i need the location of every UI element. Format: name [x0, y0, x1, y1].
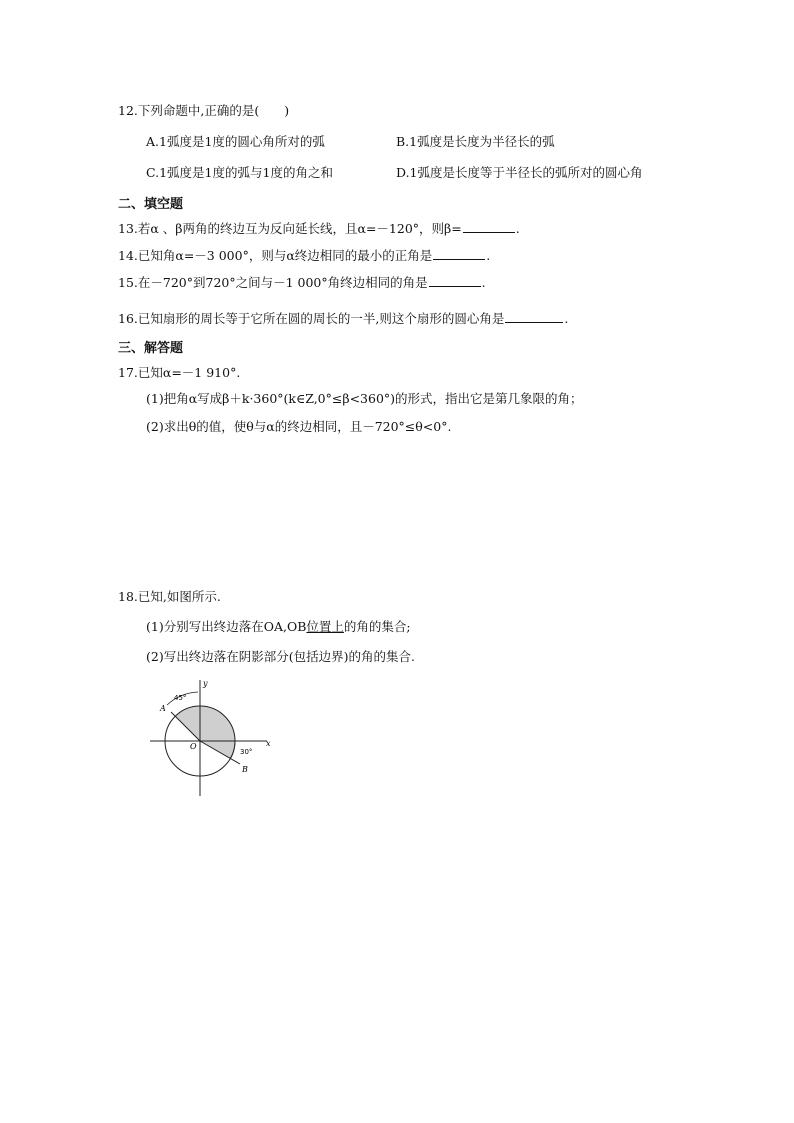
- q12-option-c: C.1弧度是1度的弧与1度的角之和: [146, 165, 333, 180]
- answer-blank: [429, 274, 481, 287]
- q12-option-a: A.1弧度是1度的圆心角所对的弧: [146, 134, 325, 149]
- label-b: B: [242, 765, 248, 774]
- q12-option-b: B.1弧度是长度为半径长的弧: [396, 134, 555, 149]
- label-a: A: [160, 704, 166, 713]
- q17-stem: 17.已知α=－1 910°.: [118, 365, 241, 380]
- label-x: x: [266, 739, 271, 748]
- unit-circle-figure: [140, 674, 280, 800]
- shaded-sector: [175, 706, 235, 759]
- q14-text: 14.已知角α=－3 000°，则与α终边相同的最小的正角是: [118, 248, 433, 263]
- label-y: y: [203, 679, 208, 688]
- q18-part1: [146, 619, 411, 635]
- q17-part2: (2)求出θ的值，使θ与α的终边相同，且－720°≤θ<0°.: [146, 419, 452, 434]
- q16: [118, 310, 568, 327]
- q15-text: 15.在－720°到720°之间与－1 000°角终边相同的角是: [118, 275, 428, 290]
- q18-part1-text: (1)分别写出终边落在OA,OB: [146, 619, 307, 634]
- q18-stem: 18.已知,如图所示.: [118, 589, 221, 604]
- q16-text: 16.已知扇形的周长等于它所在圆的周长的一半,则这个扇形的圆心角是: [118, 311, 505, 326]
- section-fill-in-title: 二、填空题: [118, 197, 184, 212]
- q15: [118, 274, 486, 291]
- q18-part1-end: 的角的集合;: [343, 619, 411, 634]
- label-o: O: [190, 742, 197, 751]
- label-angle-30: 30°: [240, 748, 253, 756]
- label-angle-45: 45°: [174, 694, 187, 702]
- q13-text: 13.若α 、β两角的终边互为反向延长线，且α=－120°，则β=: [118, 221, 462, 236]
- section-answer-title: 三、解答题: [118, 341, 184, 356]
- q14-end: .: [486, 248, 491, 263]
- q17-part1: (1)把角α写成β＋k·360°(k∈Z,0°≤β<360°)的形式，指出它是第几象限的角；: [146, 391, 583, 406]
- q16-end: .: [564, 311, 569, 326]
- q15-end: .: [481, 275, 486, 290]
- q14: [118, 247, 490, 264]
- q13-end: .: [515, 221, 520, 236]
- q12-stem: 12.下列命题中,正确的是( ): [118, 103, 290, 118]
- answer-blank: [433, 247, 485, 260]
- q18-part1-underlined: 位置上: [306, 619, 344, 634]
- q13: [118, 220, 520, 237]
- q18-part2: (2)写出终边落在阴影部分(包括边界)的角的集合.: [146, 649, 415, 664]
- answer-blank: [505, 310, 563, 323]
- answer-blank: [463, 220, 515, 233]
- q12-option-d: D.1弧度是长度等于半径长的弧所对的圆心角: [396, 165, 643, 180]
